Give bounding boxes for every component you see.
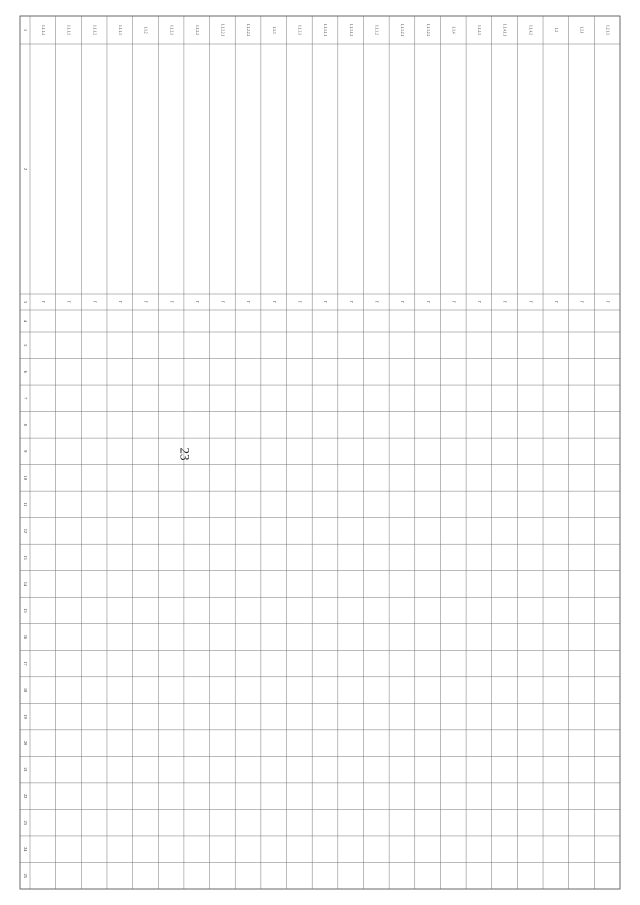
row-unit: Г bbox=[271, 300, 276, 304]
column-number-header: 11 bbox=[23, 502, 29, 507]
row-code: 1.1.3 bbox=[271, 26, 276, 34]
row-code: 1.1.2.1 bbox=[169, 25, 174, 35]
column-number-header: 23 bbox=[23, 820, 29, 825]
row-unit: Г bbox=[528, 300, 533, 304]
column-number-header: 2 bbox=[23, 167, 29, 171]
row-unit: Г bbox=[194, 300, 199, 304]
column-number-header: 3 bbox=[23, 300, 29, 304]
column-number-header: 14 bbox=[23, 581, 29, 587]
column-number-header: 1 bbox=[23, 28, 29, 32]
column-number-header: 22 bbox=[23, 794, 29, 799]
column-number-header: 4 bbox=[23, 319, 29, 323]
row-unit: Г bbox=[92, 300, 97, 304]
row-code: 1.2.1 bbox=[579, 26, 584, 34]
column-number-header: 24 bbox=[23, 847, 29, 852]
row-unit: Г bbox=[477, 300, 482, 304]
page-number: 23 bbox=[177, 447, 193, 461]
row-unit: Г bbox=[579, 300, 584, 304]
row-unit: Г bbox=[169, 300, 174, 304]
row-code: 1.1.3.2 bbox=[374, 25, 379, 35]
row-code: 1.1.3.1.2 bbox=[348, 23, 353, 37]
row-unit: Г bbox=[66, 300, 71, 304]
column-number-header: 18 bbox=[23, 687, 29, 693]
table-grid bbox=[14, 10, 626, 895]
column-number-header: 6 bbox=[23, 370, 29, 373]
row-code: 1.1.3.1 bbox=[297, 25, 302, 35]
column-number-header: 7 bbox=[23, 397, 29, 400]
column-number-header: 8 bbox=[23, 423, 29, 426]
row-code: 1.1.2.2.1 bbox=[220, 23, 225, 37]
row-unit: Г bbox=[40, 300, 45, 304]
row-unit: Г bbox=[323, 300, 328, 304]
row-unit: Г bbox=[348, 300, 353, 304]
row-code: 1.1.1.3 bbox=[117, 25, 122, 35]
row-unit: Г bbox=[374, 300, 379, 304]
row-code: 1.1.3.2.2 bbox=[425, 23, 430, 37]
row-unit: Г bbox=[246, 300, 251, 304]
column-number-header: 17 bbox=[23, 661, 29, 666]
column-number-header: 25 bbox=[23, 873, 29, 878]
row-code: 1.2 bbox=[554, 27, 559, 33]
table-frame bbox=[20, 16, 620, 889]
row-code: 1.1.1.2 bbox=[92, 25, 97, 35]
row-code: 1.1.4.2 bbox=[528, 25, 533, 35]
row-code: 1.2.1.1 bbox=[605, 25, 610, 35]
row-code: 1.1.3.2.1 bbox=[400, 23, 405, 37]
row-code: 1.1.1.4 bbox=[40, 25, 45, 35]
row-unit: Г bbox=[117, 300, 122, 304]
column-number-header: 16 bbox=[23, 634, 29, 640]
column-number-header: 21 bbox=[23, 767, 29, 772]
column-number-header: 19 bbox=[23, 714, 29, 719]
row-unit: Г bbox=[297, 300, 302, 304]
row-code: 1.1.4.1.1 bbox=[502, 23, 507, 37]
row-unit: Г bbox=[605, 300, 610, 304]
row-code: 1.1.4 bbox=[451, 26, 456, 34]
column-number-header: 5 bbox=[23, 344, 29, 347]
row-unit: Г bbox=[220, 300, 225, 304]
row-unit: Г bbox=[502, 300, 507, 304]
row-code: 1.1.4.1 bbox=[477, 25, 482, 35]
row-unit: Г bbox=[143, 300, 148, 304]
row-unit: Г bbox=[554, 300, 559, 304]
row-unit: Г bbox=[451, 300, 456, 304]
row-code: 1.1.3.1.1 bbox=[323, 23, 328, 37]
row-unit: Г bbox=[425, 300, 430, 304]
row-code: 1.1.2.2.2 bbox=[246, 23, 251, 37]
column-number-header: 20 bbox=[23, 741, 29, 746]
row-unit: Г bbox=[400, 300, 405, 304]
rotated-table bbox=[14, 10, 626, 895]
row-code: 1.1.2.2 bbox=[194, 25, 199, 35]
column-number-header: 9 bbox=[23, 450, 29, 453]
column-number-header: 12 bbox=[23, 528, 29, 534]
column-number-header: 13 bbox=[23, 555, 29, 560]
column-number-header: 10 bbox=[23, 475, 29, 480]
row-code: 1.1.1.1 bbox=[66, 25, 71, 35]
row-code: 1.1.2 bbox=[143, 26, 148, 34]
column-number-header: 15 bbox=[23, 608, 29, 613]
